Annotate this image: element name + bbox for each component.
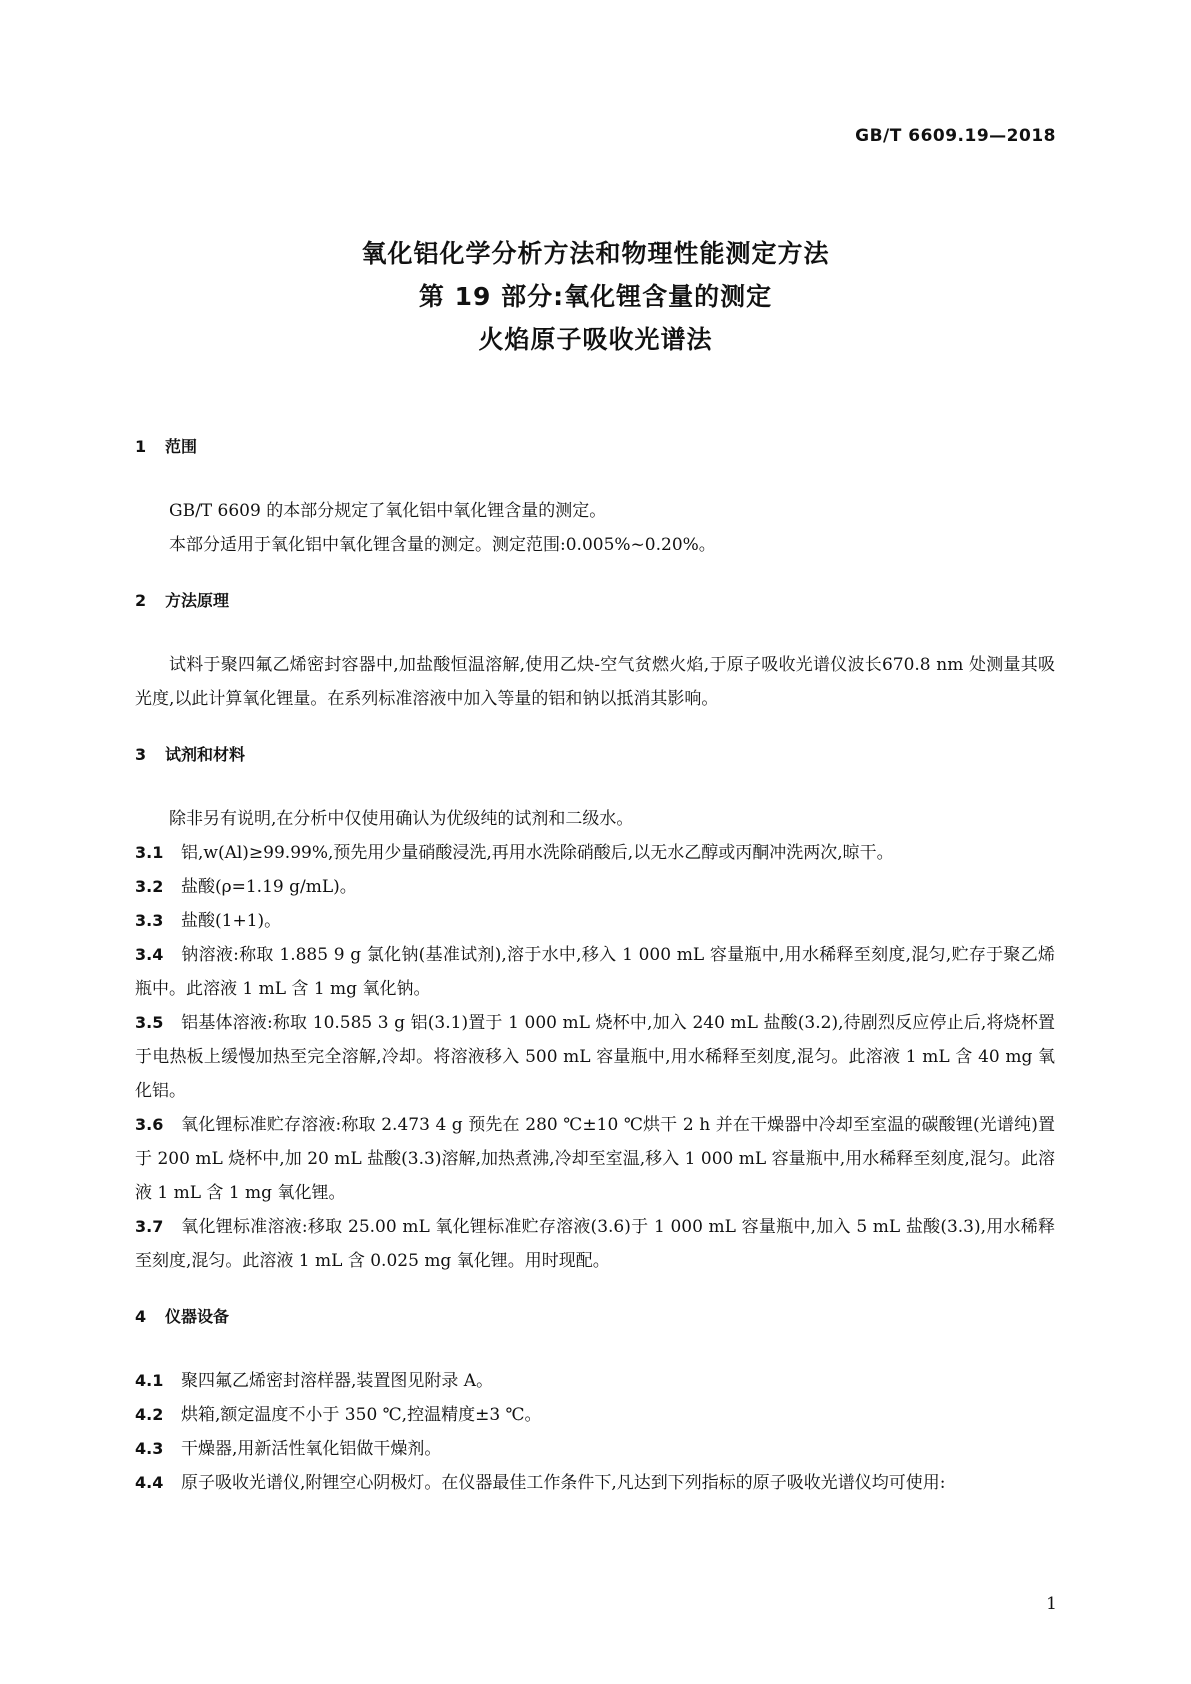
- list-item: [135, 836, 1055, 870]
- item-text: 氧化锂标准贮存溶液:称取 2.473 4 g 预先在 280 ℃±10 ℃烘干 2 h 并在干燥器中冷却至室温的碳酸锂(光谱纯)置于 200 mL 烧杯中,加 20 mL 盐酸(3.3)溶解,加热煮沸,冷却至室温,移入 1 000 mL 容量瓶中,用水稀释至刻度,混匀。此溶液 1 mL 含 1 mg 氧化锂。: [135, 1115, 1055, 1203]
- paragraph: GB/T 6609 的本部分规定了氧化铝中氧化锂含量的测定。: [169, 501, 607, 521]
- list-item: [135, 1210, 1055, 1278]
- section-title: 方法原理: [165, 591, 230, 610]
- section-heading-reagents: [135, 738, 1055, 772]
- document-body: [135, 430, 1055, 1500]
- item-text: 铝,w(Al)≥99.99%,预先用少量硝酸浸洗,再用水洗除硝酸后,以无水乙醇或丙酮冲洗两次,晾干。: [181, 843, 894, 863]
- section-number: 2: [135, 591, 147, 610]
- item-number: 3.1: [135, 843, 164, 862]
- list-item: [135, 1466, 1055, 1500]
- list-item: [135, 870, 1055, 904]
- section-title: 范围: [165, 437, 198, 456]
- title-line-3: 火焰原子吸收光谱法: [478, 325, 713, 354]
- standard-code: GB/T 6609.19—2018: [855, 126, 1056, 146]
- section-number: 1: [135, 437, 147, 456]
- list-item: [135, 1364, 1055, 1398]
- list-item: [135, 938, 1055, 1006]
- item-number: 3.4: [135, 945, 164, 964]
- section-heading-apparatus: [135, 1300, 1055, 1334]
- item-number: 3.7: [135, 1217, 164, 1236]
- item-text: 钠溶液:称取 1.885 9 g 氯化钠(基准试剂),溶于水中,移入 1 000 mL 容量瓶中,用水稀释至刻度,混匀,贮存于聚乙烯瓶中。此溶液 1 mL 含 1 mg 氧化钠。: [135, 945, 1055, 999]
- paragraph: 本部分适用于氧化铝中氧化锂含量的测定。测定范围:0.005%~0.20%。: [169, 535, 716, 555]
- item-text: 氧化锂标准溶液:移取 25.00 mL 氧化锂标准贮存溶液(3.6)于 1 000 mL 容量瓶中,加入 5 mL 盐酸(3.3),用水稀释至刻度,混匀。此溶液 1 mL 含 0.025 mg 氧化锂。用时现配。: [135, 1217, 1055, 1271]
- list-item: [135, 1398, 1055, 1432]
- list-item: [135, 1432, 1055, 1466]
- paragraph: 试料于聚四氟乙烯密封容器中,加盐酸恒温溶解,使用乙炔-空气贫燃火焰,于原子吸收光谱仪波长670.8 nm 处测量其吸光度,以此计算氧化锂量。在系列标准溶液中加入等量的铝和钠以抵消其影响。: [135, 655, 1055, 709]
- item-number: 4.4: [135, 1473, 164, 1492]
- section-title: 试剂和材料: [165, 745, 246, 764]
- section-heading-principle: [135, 584, 1055, 618]
- item-text: 盐酸(ρ=1.19 g/mL)。: [181, 877, 357, 897]
- item-number: 3.5: [135, 1013, 164, 1032]
- document-title: [0, 232, 1191, 361]
- section-number: 3: [135, 745, 147, 764]
- item-number: 4.1: [135, 1371, 164, 1390]
- item-number: 4.3: [135, 1439, 164, 1458]
- item-text: 聚四氟乙烯密封溶样器,装置图见附录 A。: [181, 1371, 494, 1391]
- list-item: [135, 904, 1055, 938]
- paragraph: 除非另有说明,在分析中仅使用确认为优级纯的试剂和二级水。: [169, 809, 634, 829]
- list-item: [135, 1108, 1055, 1210]
- item-number: 3.2: [135, 877, 164, 896]
- item-text: 铝基体溶液:称取 10.585 3 g 铝(3.1)置于 1 000 mL 烧杯中,加入 240 mL 盐酸(3.2),待剧烈反应停止后,将烧杯置于电热板上缓慢加热至完全溶解,冷却。将溶液移入 500 mL 容量瓶中,用水稀释至刻度,混匀。此溶液 1 mL 含 40 mg 氧化铝。: [135, 1013, 1055, 1101]
- item-text: 烘箱,额定温度不小于 350 ℃,控温精度±3 ℃。: [181, 1405, 542, 1425]
- section-number: 4: [135, 1307, 147, 1326]
- page-number: 1: [1046, 1594, 1057, 1614]
- item-text: 原子吸收光谱仪,附锂空心阴极灯。在仪器最佳工作条件下,凡达到下列指标的原子吸收光谱仪均可使用:: [181, 1473, 946, 1493]
- item-text: 盐酸(1+1)。: [181, 911, 282, 931]
- item-number: 4.2: [135, 1405, 164, 1424]
- item-number: 3.3: [135, 911, 164, 930]
- item-text: 干燥器,用新活性氧化铝做干燥剂。: [181, 1439, 442, 1459]
- item-number: 3.6: [135, 1115, 164, 1134]
- title-line-1: 氧化铝化学分析方法和物理性能测定方法: [361, 239, 830, 268]
- section-title: 仪器设备: [165, 1307, 230, 1326]
- list-item: [135, 1006, 1055, 1108]
- title-line-2: 第 19 部分:氧化锂含量的测定: [418, 282, 773, 311]
- section-heading-scope: [135, 430, 1055, 464]
